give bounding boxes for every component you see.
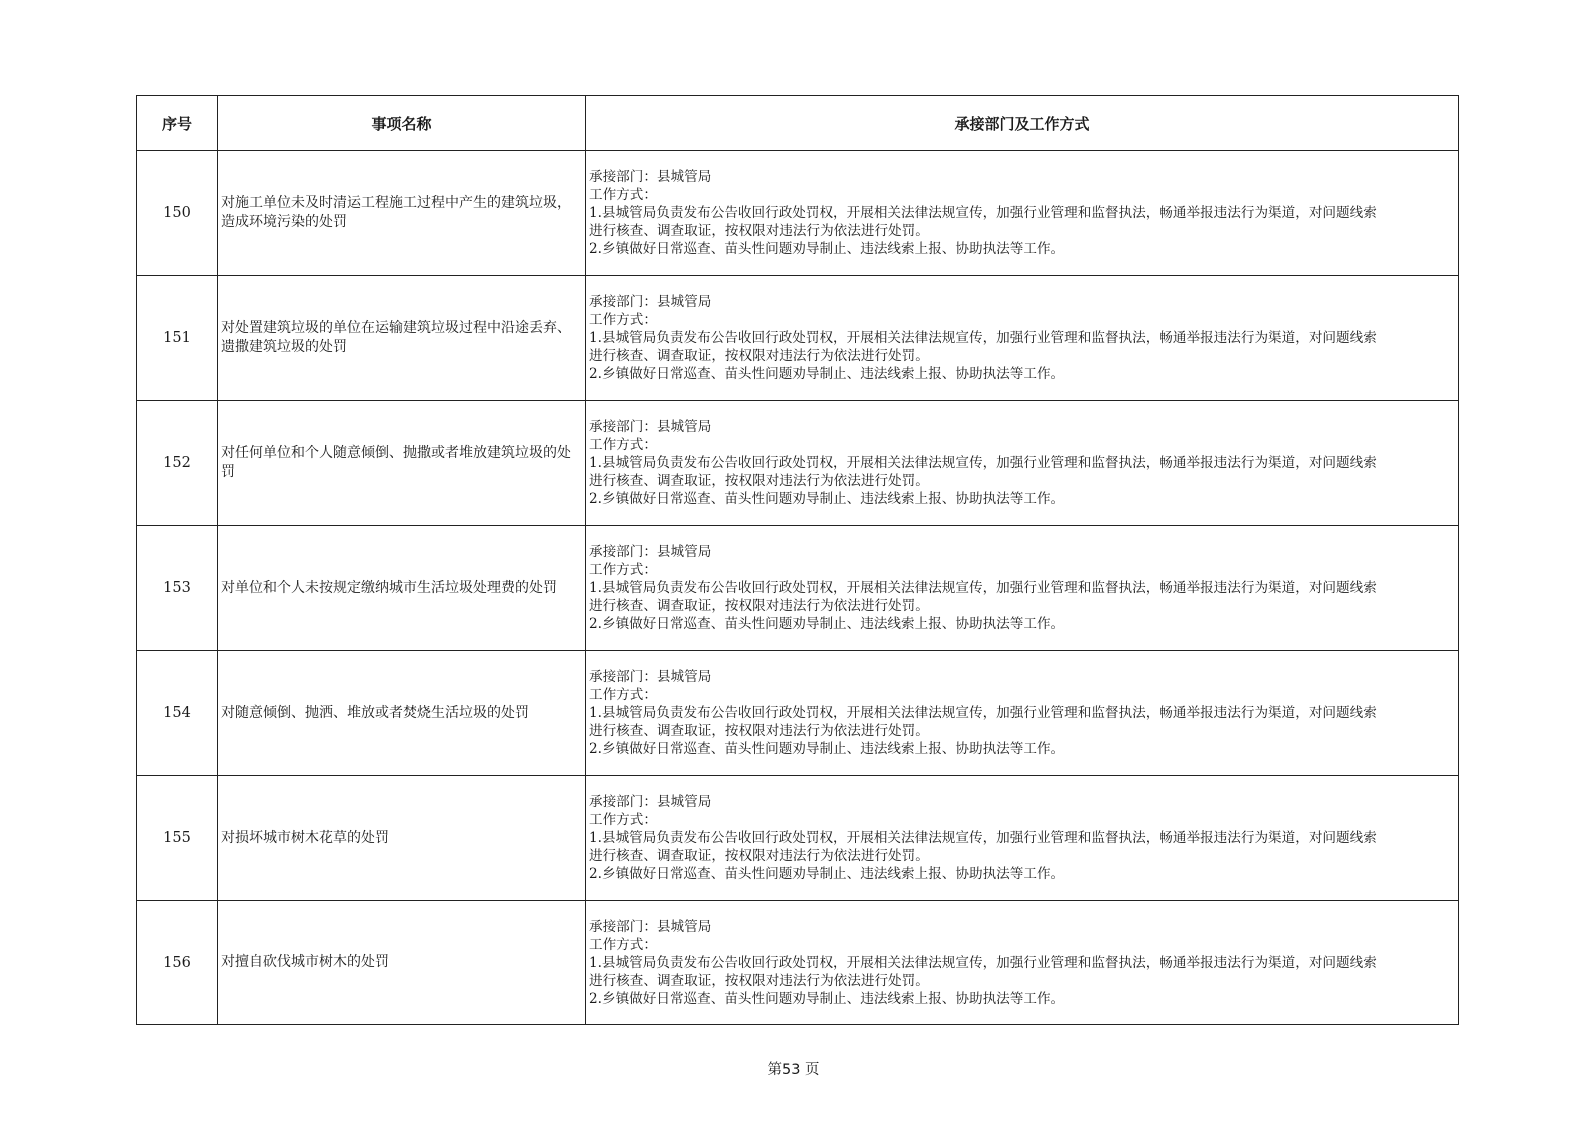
- table-row: [137, 276, 1459, 401]
- row-dept-method: [586, 276, 1459, 401]
- table-row: [137, 151, 1459, 276]
- dept-line: 进行核查、调查取证，按权限对违法行为依法进行处罚。: [589, 348, 929, 364]
- row-dept-method: [586, 651, 1459, 776]
- dept-line: 工作方式：: [589, 812, 657, 828]
- dept-line: 进行核查、调查取证，按权限对违法行为依法进行处罚。: [589, 972, 929, 989]
- table-row: [137, 401, 1459, 526]
- dept-line: 承接部门：县城管局: [589, 669, 712, 685]
- header-dept: 承接部门及工作方式: [586, 96, 1459, 151]
- row-item-name: 对处置建筑垃圾的单位在运输建筑垃圾过程中沿途丢弃、遗撒建筑垃圾的处罚: [218, 276, 586, 401]
- row-dept-method: [586, 151, 1459, 276]
- dept-line: 工作方式：: [589, 187, 657, 203]
- dept-line: 2.乡镇做好日常巡查、苗头性问题劝导制止、违法线索上报、协助执法等工作。: [589, 990, 1065, 1007]
- row-num: 151: [137, 276, 218, 401]
- dept-line: 进行核查、调查取证，按权限对违法行为依法进行处罚。: [589, 723, 929, 739]
- row-dept-method: [586, 526, 1459, 651]
- items-table: [136, 95, 1459, 1025]
- row-num: 154: [137, 651, 218, 776]
- dept-line: 2.乡镇做好日常巡查、苗头性问题劝导制止、违法线索上报、协助执法等工作。: [589, 616, 1065, 632]
- dept-line: 工作方式：: [589, 687, 657, 703]
- dept-line: 进行核查、调查取证，按权限对违法行为依法进行处罚。: [589, 598, 929, 614]
- row-num: 152: [137, 401, 218, 526]
- row-num: 156: [137, 901, 218, 1025]
- dept-line: 进行核查、调查取证，按权限对违法行为依法进行处罚。: [589, 223, 929, 239]
- row-item-name: 对任何单位和个人随意倾倒、抛撒或者堆放建筑垃圾的处罚: [218, 401, 586, 526]
- header-row: [137, 96, 1459, 151]
- dept-line: 2.乡镇做好日常巡查、苗头性问题劝导制止、违法线索上报、协助执法等工作。: [589, 491, 1065, 507]
- row-num: 153: [137, 526, 218, 651]
- header-name: 事项名称: [218, 96, 586, 151]
- header-num: 序号: [137, 96, 218, 151]
- row-dept-method: [586, 776, 1459, 901]
- dept-line: 1.县城管局负责发布公告收回行政处罚权，开展相关法律法规宣传，加强行业管理和监督执法，畅通举报违法行为渠道，对问题线索: [589, 205, 1377, 221]
- dept-line: 2.乡镇做好日常巡查、苗头性问题劝导制止、违法线索上报、协助执法等工作。: [589, 866, 1065, 882]
- dept-line: 工作方式：: [589, 936, 657, 953]
- dept-line: 承接部门：县城管局: [589, 169, 712, 185]
- dept-line: 承接部门：县城管局: [589, 419, 712, 435]
- table-row: [137, 901, 1459, 1025]
- dept-line: 1.县城管局负责发布公告收回行政处罚权，开展相关法律法规宣传，加强行业管理和监督执法，畅通举报违法行为渠道，对问题线索: [589, 330, 1377, 346]
- row-dept-method: [586, 401, 1459, 526]
- table-row: [137, 776, 1459, 901]
- dept-line: 1.县城管局负责发布公告收回行政处罚权，开展相关法律法规宣传，加强行业管理和监督执法，畅通举报违法行为渠道，对问题线索: [589, 705, 1377, 721]
- dept-line: 工作方式：: [589, 562, 657, 578]
- dept-line: 2.乡镇做好日常巡查、苗头性问题劝导制止、违法线索上报、协助执法等工作。: [589, 741, 1065, 757]
- dept-line: 承接部门：县城管局: [589, 918, 712, 935]
- dept-line: 工作方式：: [589, 437, 657, 453]
- row-item-name: 对施工单位未及时清运工程施工过程中产生的建筑垃圾，造成环境污染的处罚: [218, 151, 586, 276]
- dept-line: 1.县城管局负责发布公告收回行政处罚权，开展相关法律法规宣传，加强行业管理和监督执法，畅通举报违法行为渠道，对问题线索: [589, 954, 1377, 971]
- dept-line: 1.县城管局负责发布公告收回行政处罚权，开展相关法律法规宣传，加强行业管理和监督执法，畅通举报违法行为渠道，对问题线索: [589, 580, 1377, 596]
- table-row: [137, 526, 1459, 651]
- row-item-name: 对擅自砍伐城市树木的处罚: [218, 901, 586, 1025]
- dept-line: 进行核查、调查取证，按权限对违法行为依法进行处罚。: [589, 473, 929, 489]
- row-item-name: 对单位和个人未按规定缴纳城市生活垃圾处理费的处罚: [218, 526, 586, 651]
- page-number: 第53 页: [767, 1062, 820, 1078]
- row-item-name: 对随意倾倒、抛洒、堆放或者焚烧生活垃圾的处罚: [218, 651, 586, 776]
- dept-line: 工作方式：: [589, 312, 657, 328]
- dept-line: 进行核查、调查取证，按权限对违法行为依法进行处罚。: [589, 848, 929, 864]
- dept-line: 承接部门：县城管局: [589, 794, 712, 810]
- dept-line: 1.县城管局负责发布公告收回行政处罚权，开展相关法律法规宣传，加强行业管理和监督执法，畅通举报违法行为渠道，对问题线索: [589, 830, 1377, 846]
- dept-line: 2.乡镇做好日常巡查、苗头性问题劝导制止、违法线索上报、协助执法等工作。: [589, 366, 1065, 382]
- dept-line: 1.县城管局负责发布公告收回行政处罚权，开展相关法律法规宣传，加强行业管理和监督执法，畅通举报违法行为渠道，对问题线索: [589, 455, 1377, 471]
- dept-line: 承接部门：县城管局: [589, 294, 712, 310]
- table-row: [137, 651, 1459, 776]
- row-num: 155: [137, 776, 218, 901]
- row-item-name: 对损坏城市树木花草的处罚: [218, 776, 586, 901]
- dept-line: 2.乡镇做好日常巡查、苗头性问题劝导制止、违法线索上报、协助执法等工作。: [589, 241, 1065, 257]
- row-dept-method: [586, 901, 1459, 1025]
- dept-line: 承接部门：县城管局: [589, 544, 712, 560]
- row-num: 150: [137, 151, 218, 276]
